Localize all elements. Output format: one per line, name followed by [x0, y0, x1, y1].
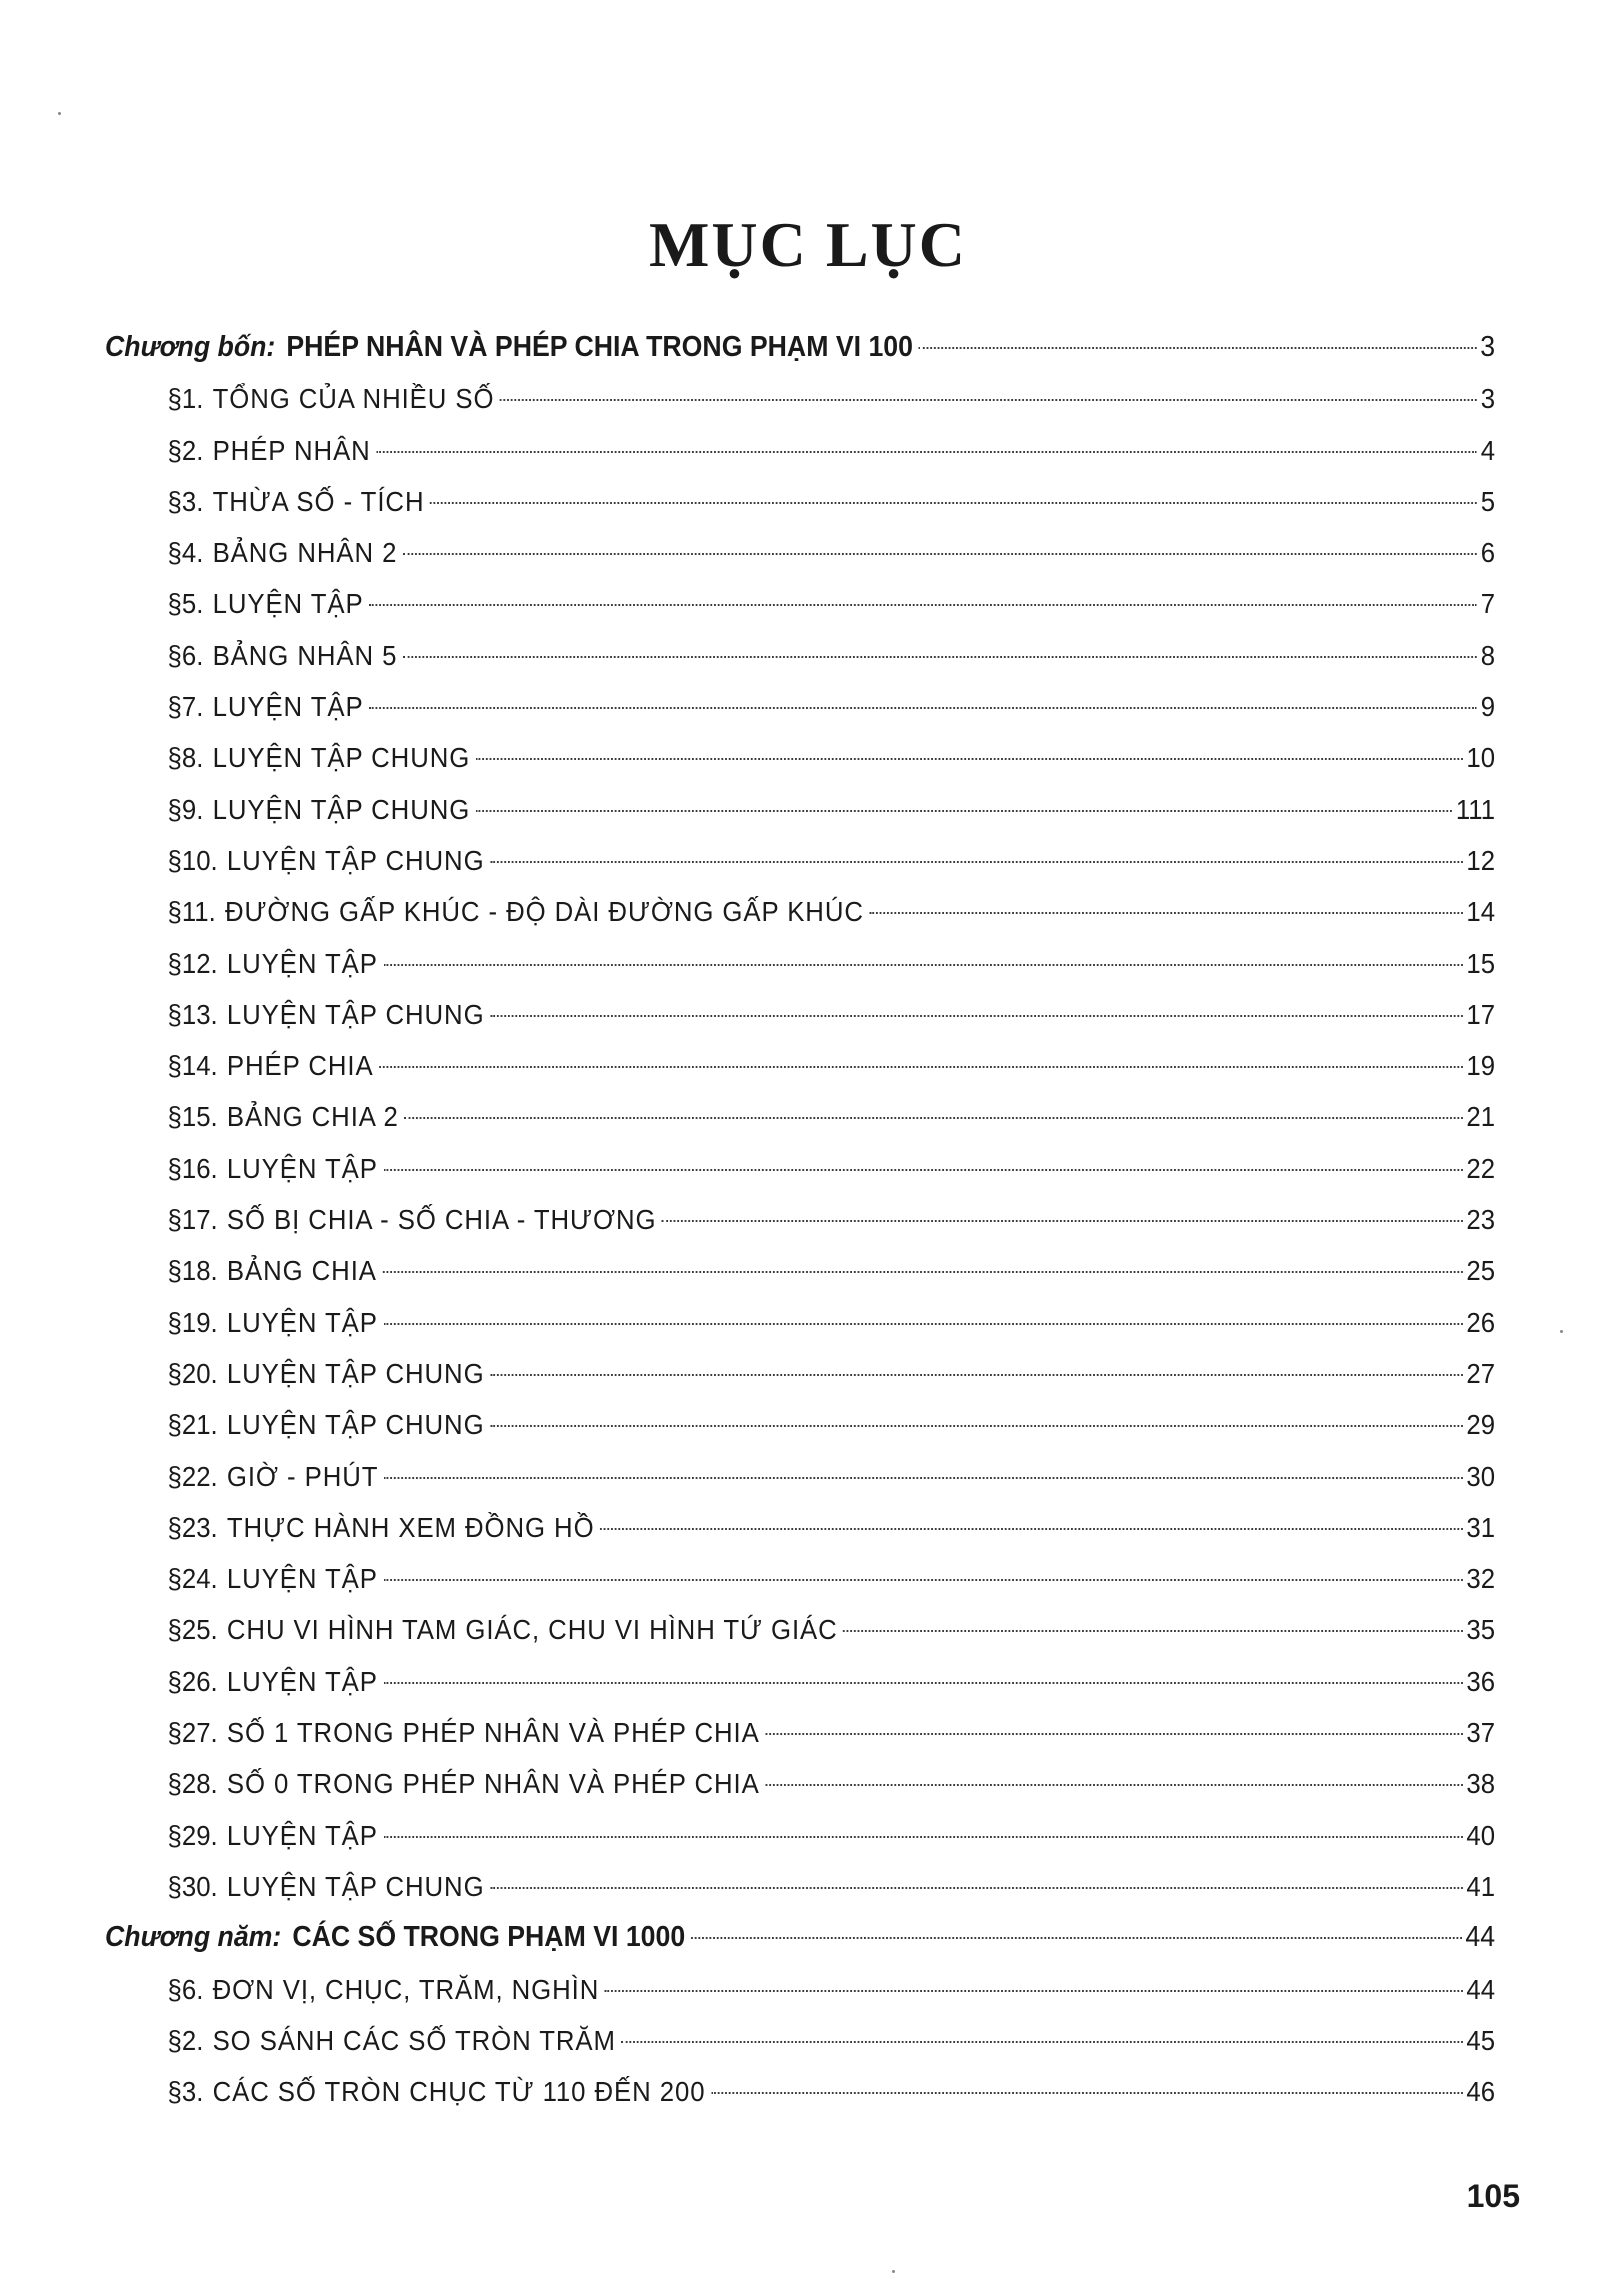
- section-title: BẢNG NHÂN 2: [212, 537, 398, 569]
- dot-leader: [621, 2041, 1462, 2043]
- dot-leader: [403, 656, 1477, 658]
- section-number: §3.: [167, 485, 204, 517]
- section-page-number: 45: [1466, 2024, 1496, 2056]
- section-page-number: 4: [1480, 434, 1496, 466]
- page-number: 105: [1466, 2178, 1520, 2214]
- dot-leader: [383, 1836, 1462, 1838]
- dot-leader: [383, 964, 1462, 966]
- dot-leader: [662, 1220, 1463, 1222]
- section-title: BẢNG CHIA: [226, 1255, 377, 1287]
- section-page-number: 19: [1466, 1050, 1496, 1082]
- toc-section-row: [105, 1553, 1495, 1604]
- section-page-number: 26: [1466, 1306, 1496, 1338]
- section-title: LUYỆN TẬP CHUNG: [226, 1357, 485, 1389]
- section-number: §7.: [167, 691, 204, 723]
- dot-leader: [369, 604, 1477, 606]
- toc-section-row: [105, 1861, 1495, 1912]
- dot-leader: [404, 1117, 1462, 1119]
- section-title: SỐ 0 TRONG PHÉP NHÂN VÀ PHÉP CHIA: [226, 1768, 760, 1800]
- toc-chapter-row: [105, 322, 1495, 373]
- toc-section-row: [105, 1245, 1495, 1296]
- toc-section-row: [105, 732, 1495, 783]
- section-page-number: 10: [1466, 742, 1496, 774]
- section-title: THỪA SỐ - TÍCH: [212, 485, 425, 517]
- section-page-number: 23: [1466, 1204, 1496, 1236]
- section-title: LUYỆN TẬP: [226, 947, 378, 979]
- dot-leader: [490, 1887, 1463, 1889]
- section-title: PHÉP CHIA: [226, 1050, 374, 1082]
- dot-leader: [430, 502, 1477, 504]
- section-page-number: 22: [1466, 1152, 1496, 1184]
- toc-section-row: [105, 1040, 1495, 1091]
- section-title: LUYỆN TẬP CHUNG: [226, 844, 485, 876]
- section-number: §29.: [167, 1819, 218, 1851]
- toc-section-row: [105, 1964, 1495, 2015]
- section-number: §26.: [167, 1665, 218, 1697]
- section-page-number: 12: [1466, 844, 1496, 876]
- section-title: BẢNG NHÂN 5: [212, 639, 398, 671]
- section-page-number: 30: [1466, 1460, 1496, 1492]
- dot-leader: [711, 2092, 1463, 2094]
- dot-leader: [490, 1015, 1463, 1017]
- section-title: LUYỆN TẬP CHUNG: [226, 1870, 485, 1902]
- section-number: §22.: [167, 1460, 218, 1492]
- dot-leader: [379, 1066, 1463, 1068]
- toc-section-row: [105, 373, 1495, 424]
- section-page-number: 5: [1480, 485, 1496, 517]
- dot-leader: [490, 1425, 1463, 1427]
- section-title: GIỜ - PHÚT: [226, 1460, 379, 1492]
- toc-section-row: [105, 1656, 1495, 1707]
- section-number: §21.: [167, 1409, 218, 1441]
- toc-section-row: [105, 578, 1495, 629]
- section-page-number: 6: [1480, 537, 1496, 569]
- section-title: CÁC SỐ TRÒN CHỤC TỪ 110 ĐẾN 200: [212, 2076, 706, 2108]
- toc-section-row: [105, 1502, 1495, 1553]
- section-number: §2.: [167, 434, 204, 466]
- dot-leader: [765, 1784, 1462, 1786]
- toc-section-row: [105, 1451, 1495, 1502]
- section-page-number: 40: [1466, 1819, 1496, 1851]
- dot-leader: [382, 1271, 1462, 1273]
- section-page-number: 29: [1466, 1409, 1496, 1441]
- toc-section-row: [105, 476, 1495, 527]
- dot-leader: [600, 1528, 1463, 1530]
- section-title: LUYỆN TẬP: [212, 691, 364, 723]
- dot-leader: [918, 347, 1476, 349]
- section-page-number: 21: [1466, 1101, 1496, 1133]
- section-title: SỐ 1 TRONG PHÉP NHÂN VÀ PHÉP CHIA: [226, 1717, 760, 1749]
- dot-leader: [383, 1682, 1462, 1684]
- toc-section-row: [105, 2015, 1495, 2066]
- page-title: MỤC LỤC: [649, 208, 967, 280]
- section-page-number: 7: [1480, 588, 1496, 620]
- section-number: §1.: [167, 383, 204, 415]
- toc-section-row: [105, 527, 1495, 578]
- toc-section-row: [105, 630, 1495, 681]
- toc-section-row: [105, 1758, 1495, 1809]
- section-number: §18.: [167, 1255, 218, 1287]
- dot-leader: [384, 1477, 1463, 1479]
- section-number: §15.: [167, 1101, 218, 1133]
- section-page-number: 31: [1466, 1511, 1496, 1543]
- section-page-number: 46: [1466, 2076, 1496, 2108]
- section-page-number: 3: [1480, 383, 1496, 415]
- toc-section-row: [105, 835, 1495, 886]
- toc-section-row: [105, 1348, 1495, 1399]
- section-title: TỔNG CỦA NHIỀU SỐ: [212, 383, 495, 415]
- toc-section-row: [105, 1604, 1495, 1655]
- toc-section-row: [105, 886, 1495, 937]
- section-number: §12.: [167, 947, 218, 979]
- section-title: LUYỆN TẬP: [212, 588, 364, 620]
- section-number: §6.: [167, 639, 204, 671]
- chapter-page-number: 3: [1480, 331, 1496, 363]
- section-title: LUYỆN TẬP: [226, 1563, 378, 1595]
- section-number: §11.: [167, 896, 216, 928]
- chapter-prefix: Chương bốn:: [105, 331, 276, 363]
- section-title: SO SÁNH CÁC SỐ TRÒN TRĂM: [212, 2024, 616, 2056]
- toc-section-row: [105, 938, 1495, 989]
- section-title: LUYỆN TẬP: [226, 1819, 378, 1851]
- scan-speck: [58, 112, 61, 115]
- dot-leader: [376, 451, 1477, 453]
- section-page-number: 111: [1455, 793, 1496, 825]
- section-page-number: 14: [1466, 896, 1496, 928]
- chapter-title: CÁC SỐ TRONG PHẠM VI 1000: [292, 1921, 686, 1954]
- section-page-number: 25: [1466, 1255, 1496, 1287]
- dot-leader: [476, 810, 1452, 812]
- section-page-number: 9: [1480, 691, 1496, 723]
- section-page-number: 37: [1466, 1717, 1496, 1749]
- dot-leader: [476, 758, 1463, 760]
- section-page-number: 38: [1466, 1768, 1496, 1800]
- section-page-number: 17: [1466, 998, 1496, 1030]
- dot-leader: [490, 861, 1463, 863]
- section-page-number: 35: [1466, 1614, 1496, 1646]
- toc-section-row: [105, 1810, 1495, 1861]
- dot-leader: [369, 707, 1477, 709]
- toc-section-row: [105, 1194, 1495, 1245]
- dot-leader: [403, 553, 1477, 555]
- dot-leader: [765, 1733, 1462, 1735]
- section-number: §2.: [167, 2024, 204, 2056]
- section-title: PHÉP NHÂN: [212, 434, 371, 466]
- toc-chapter-row: [105, 1912, 1495, 1963]
- chapter-title: PHÉP NHÂN VÀ PHÉP CHIA TRONG PHẠM VI 100: [286, 331, 913, 363]
- scan-speck: [1560, 1330, 1563, 1333]
- section-number: §24.: [167, 1563, 218, 1595]
- toc-section-row: [105, 989, 1495, 1040]
- section-page-number: 8: [1480, 639, 1496, 671]
- section-page-number: 36: [1466, 1665, 1496, 1697]
- dot-leader: [490, 1374, 1463, 1376]
- section-page-number: 44: [1466, 1973, 1496, 2005]
- table-of-contents: [105, 322, 1495, 2117]
- scan-speck: [892, 2270, 895, 2273]
- section-number: §20.: [167, 1357, 218, 1389]
- section-number: §28.: [167, 1768, 218, 1800]
- section-number: §30.: [167, 1870, 218, 1902]
- section-number: §16.: [167, 1152, 218, 1184]
- toc-section-row: [105, 1091, 1495, 1142]
- section-page-number: 15: [1466, 947, 1496, 979]
- toc-section-row: [105, 2066, 1495, 2117]
- section-title: BẢNG CHIA 2: [226, 1101, 399, 1133]
- toc-section-row: [105, 784, 1495, 835]
- dot-leader: [500, 399, 1477, 401]
- section-title: LUYỆN TẬP: [226, 1665, 378, 1697]
- section-title: ĐƠN VỊ, CHỤC, TRĂM, NGHÌN: [212, 1973, 600, 2005]
- dot-leader: [605, 1990, 1463, 1992]
- section-title: LUYỆN TẬP: [226, 1152, 378, 1184]
- section-page-number: 41: [1466, 1870, 1496, 1902]
- section-number: §27.: [167, 1717, 218, 1749]
- dot-leader: [383, 1579, 1462, 1581]
- section-page-number: 27: [1466, 1357, 1496, 1389]
- section-number: §8.: [167, 742, 204, 774]
- toc-section-row: [105, 1707, 1495, 1758]
- section-number: §9.: [167, 793, 204, 825]
- chapter-prefix: Chương năm:: [105, 1921, 282, 1954]
- section-number: §6.: [167, 1973, 204, 2005]
- dot-leader: [691, 1937, 1462, 1939]
- section-number: §3.: [167, 2076, 204, 2108]
- section-number: §17.: [167, 1204, 218, 1236]
- section-title: SỐ BỊ CHIA - SỐ CHIA - THƯƠNG: [226, 1204, 657, 1236]
- section-title: LUYỆN TẬP CHUNG: [226, 998, 485, 1030]
- section-title: LUYỆN TẬP: [226, 1306, 378, 1338]
- dot-leader: [869, 912, 1462, 914]
- section-title: LUYỆN TẬP CHUNG: [226, 1409, 485, 1441]
- toc-section-row: [105, 1399, 1495, 1450]
- section-title: CHU VI HÌNH TAM GIÁC, CHU VI HÌNH TỨ GIÁC: [226, 1614, 838, 1646]
- section-number: §13.: [167, 998, 218, 1030]
- toc-section-row: [105, 681, 1495, 732]
- toc-section-row: [105, 1143, 1495, 1194]
- section-page-number: 32: [1466, 1563, 1496, 1595]
- section-title: LUYỆN TẬP CHUNG: [212, 793, 471, 825]
- dot-leader: [843, 1630, 1463, 1632]
- toc-section-row: [105, 425, 1495, 476]
- dot-leader: [383, 1169, 1462, 1171]
- section-title: ĐƯỜNG GẤP KHÚC - ĐỘ DÀI ĐƯỜNG GẤP KHÚC: [224, 896, 864, 928]
- toc-section-row: [105, 1297, 1495, 1348]
- chapter-page-number: 44: [1465, 1921, 1496, 1954]
- section-number: §10.: [167, 844, 218, 876]
- section-number: §4.: [167, 537, 204, 569]
- dot-leader: [383, 1323, 1462, 1325]
- section-title: LUYỆN TẬP CHUNG: [212, 742, 471, 774]
- section-number: §19.: [167, 1306, 218, 1338]
- section-number: §23.: [167, 1511, 218, 1543]
- section-number: §5.: [167, 588, 204, 620]
- section-number: §25.: [167, 1614, 218, 1646]
- section-title: THỰC HÀNH XEM ĐỒNG HỒ: [226, 1511, 595, 1543]
- section-number: §14.: [167, 1050, 218, 1082]
